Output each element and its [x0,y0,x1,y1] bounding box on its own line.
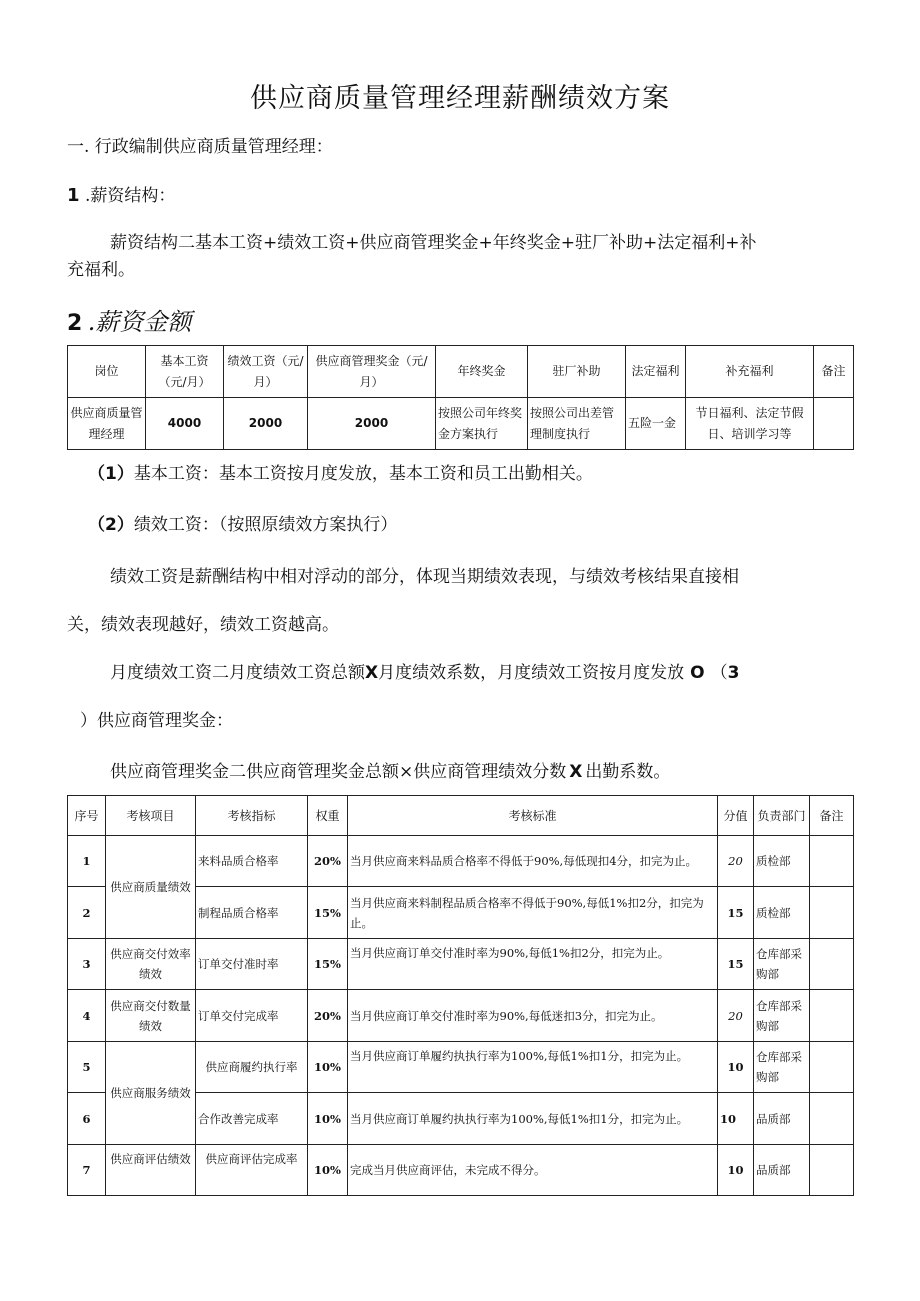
para-performance-desc-line1: 绩效工资是薪酬结构中相对浮动的部分，体现当期绩效表现，与绩效考核结果直接相 [110,567,739,587]
section-1-1-heading [67,184,175,208]
formula-multiply: X [365,663,379,683]
cell-group: 供应商评估绩效 [106,1145,196,1196]
header-cell: 考核标准 [348,796,718,836]
cell-no: 4 [68,990,106,1042]
cell-standard: 当月供应商订单履约执执行率为100%,每低1%扣1分，扣完为止。 [348,1042,718,1093]
cell-score: 10 [718,1042,754,1093]
formula-text: 月度绩效工资二月度绩效工资总额 [110,663,365,683]
cell-no: 3 [68,939,106,990]
structure-paragraph-cont: 充福利。 [67,260,135,280]
cell-extra-benefits: 节日福利、法定节假日、培训学习等 [686,398,814,450]
cell-standard: 当月供应商来料制程品质合格率不得低于90%,每低1%扣2分，扣完为止。 [348,887,718,939]
header-cell: 分值 [718,796,754,836]
cell-remarks [814,398,854,450]
section-text: .薪资金额 [87,308,192,336]
cell-score: 20 [718,836,754,887]
item-number: 3 [727,663,740,683]
cell-weight: 10% [308,1093,348,1145]
cell-group: 供应商交付效率绩效 [106,939,196,990]
cell-standard: 当月供应商订单交付准时率为90%,每低迷扣3分，扣完为止。 [348,990,718,1042]
cell-standard: 当月供应商订单交付准时率为90%,每低1%扣2分，扣完为止。 [348,939,718,990]
cell-score: 15 [718,887,754,939]
formula-text: 供应商管理奖金二供应商管理奖金总额×供应商管理绩效分数 [110,762,567,782]
cell-remarks [810,1145,854,1196]
cell-remarks [810,1042,854,1093]
cell-dept: 质检部 [754,887,810,939]
page-title: 供应商质量管理经理薪酬绩效方案 [250,83,670,114]
salary-table [67,345,854,450]
cell-no: 5 [68,1042,106,1093]
header-cell: 备注 [814,346,854,398]
para-supplier-bonus-formula [110,760,670,784]
cell-standard: 完成当月供应商评估，未完成不得分。 [348,1145,718,1196]
item-text: 绩效工资：（按照原绩效方案执行） [133,515,398,535]
cell-weight: 10% [308,1145,348,1196]
cell-metric: 供应商评估完成率 [196,1145,308,1196]
cell-dept: 质检部 [754,836,810,887]
header-cell: 权重 [308,796,348,836]
cell-group: 供应商交付数量绩效 [106,990,196,1042]
cell-weight: 15% [308,887,348,939]
cell-supplier-bonus: 2000 [308,398,436,450]
section-2-heading [67,307,191,340]
table-row [68,939,854,990]
structure-paragraph: 薪资结构二基本工资+绩效工资+供应商管理奖金+年终奖金+驻厂补助+法定福利+补 [110,233,757,253]
header-cell: 基本工资（元/月） [146,346,224,398]
cell-weight: 20% [308,990,348,1042]
formula-text: 出勤系数。 [585,762,671,782]
header-cell: 考核项目 [106,796,196,836]
cell-dept: 品质部 [754,1145,810,1196]
cell-onsite-allowance: 按照公司出差管理制度执行 [528,398,626,450]
kpi-header-row [68,796,854,836]
cell-dept: 品质部 [754,1093,810,1145]
para-performance-salary [88,513,397,537]
table-row [68,836,854,887]
section-text: .薪资结构： [84,186,176,206]
cell-remarks [810,939,854,990]
cell-score: 20 [718,990,754,1042]
table-row [68,1145,854,1196]
formula-symbol: O [690,663,705,683]
kpi-table [67,795,854,1196]
cell-metric: 来料品质合格率 [196,836,308,887]
table-row [68,1042,854,1093]
cell-remarks [810,836,854,887]
cell-dept: 仓库部采购部 [754,990,810,1042]
header-cell: 补充福利 [686,346,814,398]
section-1-heading: 一. 行政编制供应商质量管理经理： [67,137,333,157]
para-supplier-bonus-heading: ）供应商管理奖金： [80,711,233,731]
cell-base-salary: 4000 [146,398,224,450]
cell-metric: 供应商履约执行率 [196,1042,308,1093]
header-cell: 岗位 [68,346,146,398]
cell-no: 7 [68,1145,106,1196]
header-cell: 考核指标 [196,796,308,836]
cell-weight: 10% [308,1042,348,1093]
item-number: （1） [88,464,134,484]
cell-standard: 当月供应商订单履约执执行率为100%,每低1%扣1分，扣完为止。 [348,1093,718,1145]
cell-performance-salary: 2000 [224,398,308,450]
cell-standard: 当月供应商来料品质合格率不得低于90%,每低现扣4分，扣完为止。 [348,836,718,887]
cell-statutory-benefits: 五险一金 [626,398,686,450]
formula-text: 月度绩效系数，月度绩效工资按月度发放 [378,663,685,683]
cell-remarks [810,1093,854,1145]
cell-weight: 15% [308,939,348,990]
section-number: 1 [67,185,80,206]
salary-data-row [68,398,854,450]
cell-position: 供应商质量管理经理 [68,398,146,450]
cell-metric: 订单交付完成率 [196,990,308,1042]
salary-header-row [68,346,854,398]
cell-no: 6 [68,1093,106,1145]
cell-score: 10 [718,1145,754,1196]
section-number: 2 [67,311,83,336]
formula-multiply: X [569,762,583,782]
cell-metric: 合作改善完成率 [196,1093,308,1145]
item-text: 基本工资：基本工资按月度发放，基本工资和员工出勤相关。 [133,464,593,484]
header-cell: 年终奖金 [436,346,528,398]
para-performance-desc-line2: 关，绩效表现越好，绩效工资越高。 [67,615,339,635]
header-cell: 供应商管理奖金（元/月） [308,346,436,398]
cell-score: 15 [718,939,754,990]
cell-dept: 仓库部采购部 [754,1042,810,1093]
table-row [68,990,854,1042]
header-cell: 法定福利 [626,346,686,398]
cell-no: 2 [68,887,106,939]
cell-weight: 20% [308,836,348,887]
cell-remarks [810,887,854,939]
header-cell: 驻厂补助 [528,346,626,398]
para-monthly-formula [110,661,739,685]
cell-year-end-bonus: 按照公司年终奖金方案执行 [436,398,528,450]
cell-remarks [810,990,854,1042]
formula-paren: （ [710,663,728,683]
cell-metric: 制程品质合格率 [196,887,308,939]
cell-dept: 仓库部采购部 [754,939,810,990]
header-cell: 序号 [68,796,106,836]
header-cell: 备注 [810,796,854,836]
header-cell: 绩效工资（元/月） [224,346,308,398]
item-number: （2） [88,515,134,535]
cell-group: 供应商质量绩效 [106,836,196,939]
para-base-salary [88,462,593,486]
header-cell: 负责部门 [754,796,810,836]
cell-group: 供应商服务绩效 [106,1042,196,1145]
cell-metric: 订单交付准时率 [196,939,308,990]
cell-score: 10 [718,1093,754,1145]
cell-no: 1 [68,836,106,887]
